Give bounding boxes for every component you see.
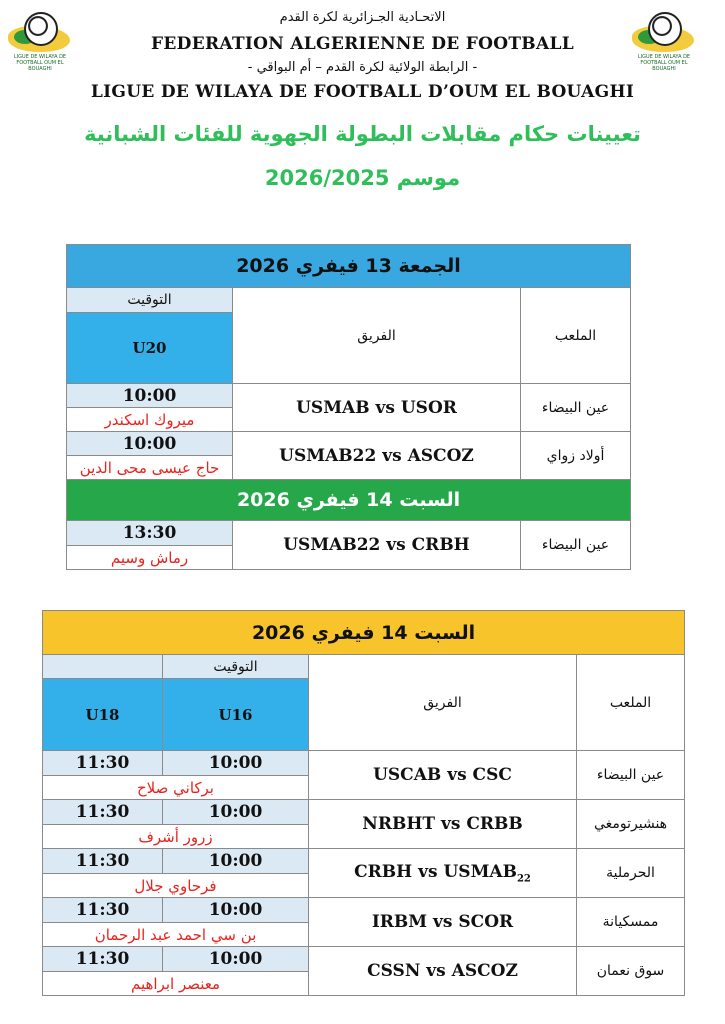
league-name-fr: LIGUE DE WILAYA DE FOOTBALL D’OUM EL BOUAGHI bbox=[90, 82, 635, 102]
match-venue: هنشيرتومغي bbox=[577, 800, 685, 849]
u16-time: 10:00 bbox=[163, 751, 309, 776]
team-header: الفريق bbox=[309, 655, 577, 751]
u16-time: 10:00 bbox=[163, 849, 309, 874]
date-banner: الجمعة 13 فيفري 2026 bbox=[67, 245, 631, 288]
match-venue: ممسكيانة bbox=[577, 898, 685, 947]
referee-name: رماش وسيم bbox=[67, 546, 233, 570]
federation-name-ar: الاتحـادية الجـزائرية لكرة القدم bbox=[279, 10, 446, 25]
match-time: 10:00 bbox=[67, 384, 233, 408]
venue-header: الملعب bbox=[521, 288, 631, 384]
time-header: التوقيت bbox=[67, 288, 233, 313]
u16-time: 10:00 bbox=[163, 898, 309, 923]
u18-time: 11:30 bbox=[43, 849, 163, 874]
referee-name: حاج عيسى محى الدين bbox=[67, 456, 233, 480]
match-teams: CSSN vs ASCOZ bbox=[309, 947, 577, 996]
match-venue: سوق نعمان bbox=[577, 947, 685, 996]
match-teams-sub: 22 bbox=[516, 873, 531, 885]
match-time: 10:00 bbox=[67, 432, 233, 456]
match-time: 13:30 bbox=[67, 521, 233, 546]
league-name-ar: - الرابطة الولائية لكرة القدم – أم البواقي - bbox=[247, 60, 478, 75]
match-venue: عين البيضاء bbox=[521, 384, 631, 432]
match-teams: USMAB22 vs ASCOZ bbox=[233, 432, 521, 480]
season-title: موسم 2026/2025 bbox=[264, 166, 461, 190]
referee-name: فرحاوي جلال bbox=[43, 874, 309, 898]
page-title: تعيينات حكام مقابلات البطولة الجهوية للفئات الشبانية bbox=[84, 122, 641, 146]
category-u18-header: U18 bbox=[43, 679, 163, 751]
logo-caption: LIGUE DE WILAYA DE FOOTBALL OUM EL BOUAGHI bbox=[637, 54, 691, 72]
date-banner: السبت 14 فيفري 2026 bbox=[43, 611, 685, 655]
u18-time: 11:30 bbox=[43, 751, 163, 776]
venue-header: الملعب bbox=[577, 655, 685, 751]
u18-time: 11:30 bbox=[43, 898, 163, 923]
match-venue: عين البيضاء bbox=[577, 751, 685, 800]
u16-time: 10:00 bbox=[163, 947, 309, 972]
logo-caption: LIGUE DE WILAYA DE FOOTBALL OUM EL BOUAGHI bbox=[13, 54, 67, 72]
category-header: U20 bbox=[67, 313, 233, 384]
team-header: الفريق bbox=[233, 288, 521, 384]
header-blank bbox=[43, 655, 163, 679]
match-venue: أولاد زواي bbox=[521, 432, 631, 480]
u16-time: 10:00 bbox=[163, 800, 309, 825]
u18-time: 11:30 bbox=[43, 947, 163, 972]
match-teams: USCAB vs CSC bbox=[309, 751, 577, 800]
referee-name: بركاني صلاح bbox=[43, 776, 309, 800]
date-banner: السبت 14 فيفري 2026 bbox=[67, 480, 631, 521]
referee-name: ميروك اسكندر bbox=[67, 408, 233, 432]
match-teams: NRBHT vs CRBB bbox=[309, 800, 577, 849]
match-venue: الحرملية bbox=[577, 849, 685, 898]
category-u16-header: U16 bbox=[163, 679, 309, 751]
match-teams-main: CRBH vs USMAB bbox=[354, 861, 517, 882]
u18-u16-schedule-table bbox=[42, 610, 685, 996]
match-venue: عين البيضاء bbox=[521, 521, 631, 570]
time-header: التوقيت bbox=[163, 655, 309, 679]
match-teams: USMAB22 vs CRBH bbox=[233, 521, 521, 570]
u18-time: 11:30 bbox=[43, 800, 163, 825]
match-teams bbox=[309, 849, 577, 898]
federation-name-fr: FEDERATION ALGERIENNE DE FOOTBALL bbox=[151, 34, 574, 54]
match-teams: IRBM vs SCOR bbox=[309, 898, 577, 947]
referee-name: معنصر ابراهيم bbox=[43, 972, 309, 996]
u20-schedule-table bbox=[66, 244, 631, 570]
match-teams: USMAB vs USOR bbox=[233, 384, 521, 432]
referee-name: زرور أشرف bbox=[43, 825, 309, 849]
referee-name: بن سي احمد عبد الرحمان bbox=[43, 923, 309, 947]
